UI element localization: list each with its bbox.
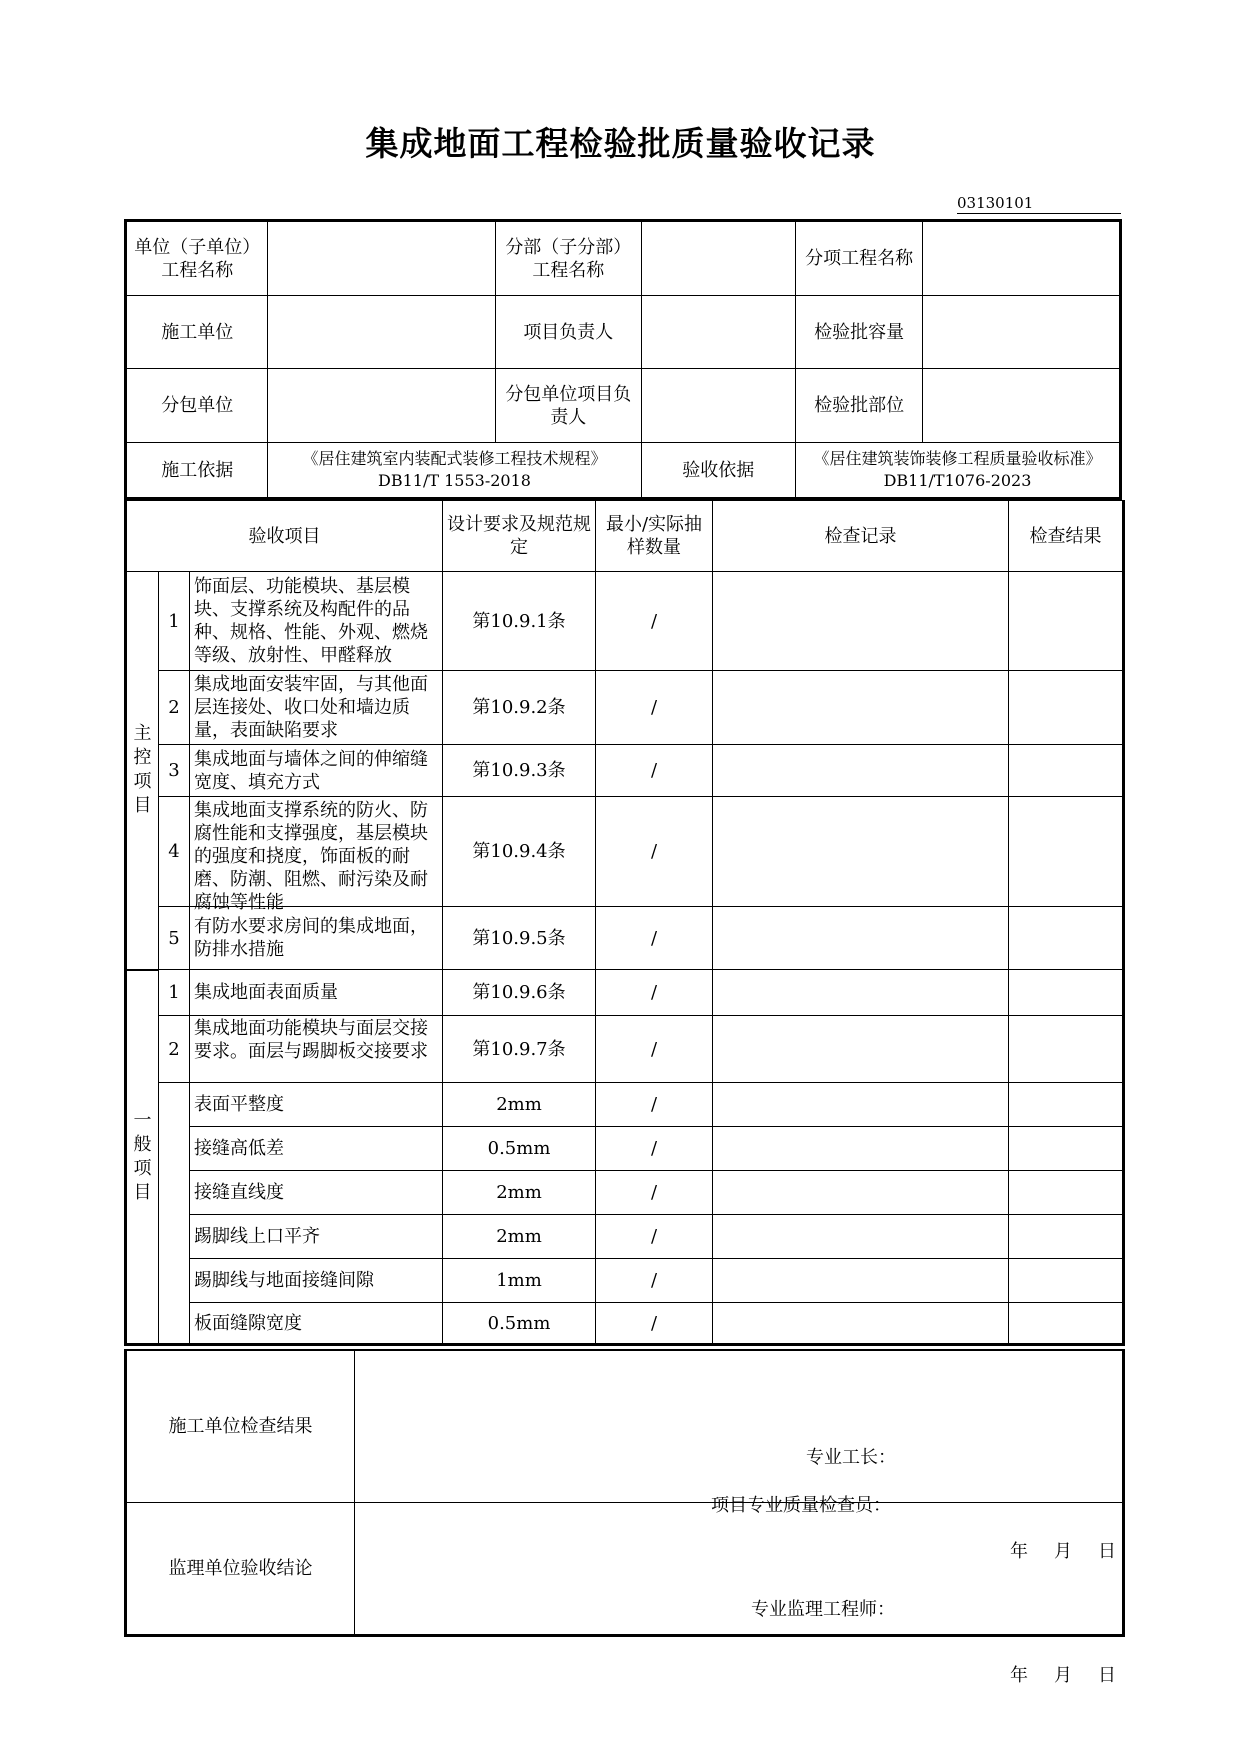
- result-field[interactable]: [1009, 1083, 1124, 1127]
- item-spec: 第10.9.7条: [443, 1016, 596, 1083]
- col-design-header: 设计要求及规范规定: [443, 501, 596, 572]
- supervisor-check-signature[interactable]: [355, 1502, 1124, 1686]
- record-field[interactable]: [713, 970, 1009, 1016]
- tolerance-sample: /: [596, 1215, 713, 1259]
- result-field[interactable]: [1009, 1215, 1124, 1259]
- unit-name-field[interactable]: [268, 221, 496, 296]
- item-sample: /: [596, 572, 713, 671]
- batch-capacity-label: 检验批容量: [795, 296, 922, 369]
- item-spec: 第10.9.5条: [443, 907, 596, 970]
- batch-location-field[interactable]: [923, 369, 1121, 443]
- item-description: 饰面层、功能模块、基层模块、支撑系统及构配件的品种、规格、性能、外观、燃烧等级、放射性、甲醛释放: [190, 572, 443, 671]
- item-spec: 第10.9.2条: [443, 671, 596, 745]
- row-number: 5: [159, 907, 190, 970]
- record-field[interactable]: [713, 1215, 1009, 1259]
- item-description-text: 集成地面功能模块与面层交接要求。面层与踢脚板交接要求: [194, 1018, 428, 1062]
- row-number: 3: [159, 745, 190, 797]
- col-record-header: 检查记录: [713, 501, 1009, 572]
- inspection-table: [124, 500, 1125, 1346]
- record-field[interactable]: [713, 1303, 1009, 1345]
- result-field[interactable]: [1009, 970, 1124, 1016]
- tolerance-sample: /: [596, 1171, 713, 1215]
- tolerance-item: 板面缝隙宽度: [190, 1303, 443, 1345]
- contractor-check-signature[interactable]: [355, 1350, 1124, 1563]
- batch-location-label: 检验批部位: [795, 369, 922, 443]
- tolerance-item: 表面平整度: [190, 1083, 443, 1127]
- col-result-header: 检查结果: [1009, 501, 1124, 572]
- quality-inspector-label: 项目专业质量检查员：: [711, 1495, 891, 1517]
- tolerance-group-cell: [159, 1083, 190, 1345]
- record-field[interactable]: [713, 1127, 1009, 1171]
- tolerance-spec: 1mm: [443, 1259, 596, 1303]
- subitem-name-label: 分项工程名称: [795, 221, 922, 296]
- result-field[interactable]: [1009, 1303, 1124, 1345]
- contractor-field[interactable]: [268, 296, 496, 369]
- subitem-name-field[interactable]: [923, 221, 1121, 296]
- record-field[interactable]: [713, 907, 1009, 970]
- record-field[interactable]: [713, 1016, 1009, 1083]
- record-field[interactable]: [713, 745, 1009, 797]
- project-manager-label: 项目负责人: [496, 296, 641, 369]
- row-number: 4: [159, 797, 190, 907]
- item-description: 有防水要求房间的集成地面，防排水措施: [190, 907, 443, 970]
- tolerance-sample: /: [596, 1083, 713, 1127]
- record-field[interactable]: [713, 1259, 1009, 1303]
- result-field[interactable]: [1009, 1127, 1124, 1171]
- row-number: 1: [159, 970, 190, 1016]
- row-number: 1: [159, 572, 190, 671]
- contractor-check-label: 施工单位检查结果: [126, 1350, 355, 1502]
- item-description: 集成地面安装牢固，与其他面层连接处、收口处和墙边质量，表面缺陷要求: [190, 671, 443, 745]
- main-control-label: 主控项目: [126, 572, 159, 970]
- header-table: [124, 219, 1122, 500]
- tolerance-spec: 2mm: [443, 1171, 596, 1215]
- foreman-label: 专业工长：: [806, 1447, 896, 1469]
- day-label: 日: [1098, 1541, 1116, 1563]
- form-code: 03130101: [957, 194, 1121, 214]
- tolerance-spec: 2mm: [443, 1215, 596, 1259]
- item-sample: /: [596, 907, 713, 970]
- page-title: 集成地面工程检验批质量验收记录: [365, 124, 876, 163]
- col-item-header: 验收项目: [126, 501, 443, 572]
- item-spec: 第10.9.3条: [443, 745, 596, 797]
- tolerance-spec: 2mm: [443, 1083, 596, 1127]
- item-spec: 第10.9.6条: [443, 970, 596, 1016]
- item-sample: /: [596, 970, 713, 1016]
- supervisor-date: [1010, 1664, 1116, 1687]
- item-description: [190, 797, 443, 913]
- result-field[interactable]: [1009, 572, 1124, 671]
- project-manager-field[interactable]: [641, 296, 795, 369]
- row-number: 2: [159, 1016, 190, 1083]
- acceptance-basis-label: 验收依据: [641, 443, 795, 499]
- sub-pm-label: 分包单位项目负责人: [496, 369, 641, 443]
- batch-capacity-field[interactable]: [923, 296, 1121, 369]
- tolerance-item: 踢脚线与地面接缝间隙: [190, 1259, 443, 1303]
- item-sample: /: [596, 745, 713, 797]
- tolerance-item: 踢脚线上口平齐: [190, 1215, 443, 1259]
- row-number: 2: [159, 671, 190, 745]
- unit-name-label: 单位（子单位）工程名称: [126, 221, 268, 296]
- month-label: 月: [1054, 1541, 1072, 1563]
- subcontractor-label: 分包单位: [126, 369, 268, 443]
- acceptance-basis-value: 《居住建筑装饰装修工程质量验收标准》DB11/T1076-2023: [795, 443, 1120, 499]
- record-field[interactable]: [713, 1171, 1009, 1215]
- result-field[interactable]: [1009, 671, 1124, 745]
- result-field[interactable]: [1009, 1016, 1124, 1083]
- tolerance-spec: 0.5mm: [443, 1303, 596, 1345]
- supervisor-check-label: 监理单位验收结论: [126, 1502, 355, 1635]
- subcontractor-field[interactable]: [268, 369, 496, 443]
- year-label: 年: [1010, 1541, 1028, 1563]
- result-field[interactable]: [1009, 797, 1124, 907]
- item-description: 集成地面表面质量: [190, 970, 443, 1016]
- result-field[interactable]: [1009, 1259, 1124, 1303]
- tolerance-item: 接缝高低差: [190, 1127, 443, 1171]
- day-label: 日: [1098, 1665, 1116, 1686]
- general-items-label: 一般项目: [126, 970, 159, 1345]
- sub-pm-field[interactable]: [641, 369, 795, 443]
- record-field[interactable]: [713, 572, 1009, 671]
- item-sample: /: [596, 797, 713, 907]
- record-field[interactable]: [713, 797, 1009, 907]
- tolerance-item: 接缝直线度: [190, 1171, 443, 1215]
- record-field[interactable]: [713, 1083, 1009, 1127]
- tolerance-sample: /: [596, 1127, 713, 1171]
- tolerance-spec: 0.5mm: [443, 1127, 596, 1171]
- result-field[interactable]: [1009, 1171, 1124, 1215]
- division-name-label: 分部（子分部）工程名称: [496, 221, 641, 296]
- item-spec: 第10.9.4条: [443, 797, 596, 907]
- contractor-date: [1010, 1540, 1116, 1563]
- division-name-field[interactable]: [641, 221, 795, 296]
- tolerance-sample: /: [596, 1303, 713, 1345]
- record-field[interactable]: [713, 671, 1009, 745]
- item-spec: 第10.9.1条: [443, 572, 596, 671]
- contractor-label: 施工单位: [126, 296, 268, 369]
- construction-basis-value: 《居住建筑室内装配式装修工程技术规程》DB11/T 1553-2018: [268, 443, 641, 499]
- result-field[interactable]: [1009, 745, 1124, 797]
- construction-basis-label: 施工依据: [126, 443, 268, 499]
- year-label: 年: [1010, 1665, 1028, 1686]
- signature-table: [124, 1349, 1125, 1686]
- item-sample: /: [596, 1016, 713, 1083]
- item-description: 集成地面与墙体之间的伸缩缝宽度、填充方式: [190, 745, 443, 797]
- item-description: [190, 1016, 443, 1083]
- item-sample: /: [596, 671, 713, 745]
- result-field[interactable]: [1009, 907, 1124, 970]
- item-description-text: 集成地面支撑系统的防火、防腐性能和支撑强度，基层模块的强度和挠度，饰面板的耐磨、防潮、阻燃、耐污染及耐腐蚀等性能: [194, 800, 428, 913]
- tolerance-sample: /: [596, 1259, 713, 1303]
- col-sample-header: 最小/实际抽样数量: [596, 501, 713, 572]
- month-label: 月: [1054, 1665, 1072, 1686]
- supervising-engineer-label: 专业监理工程师：: [751, 1599, 895, 1620]
